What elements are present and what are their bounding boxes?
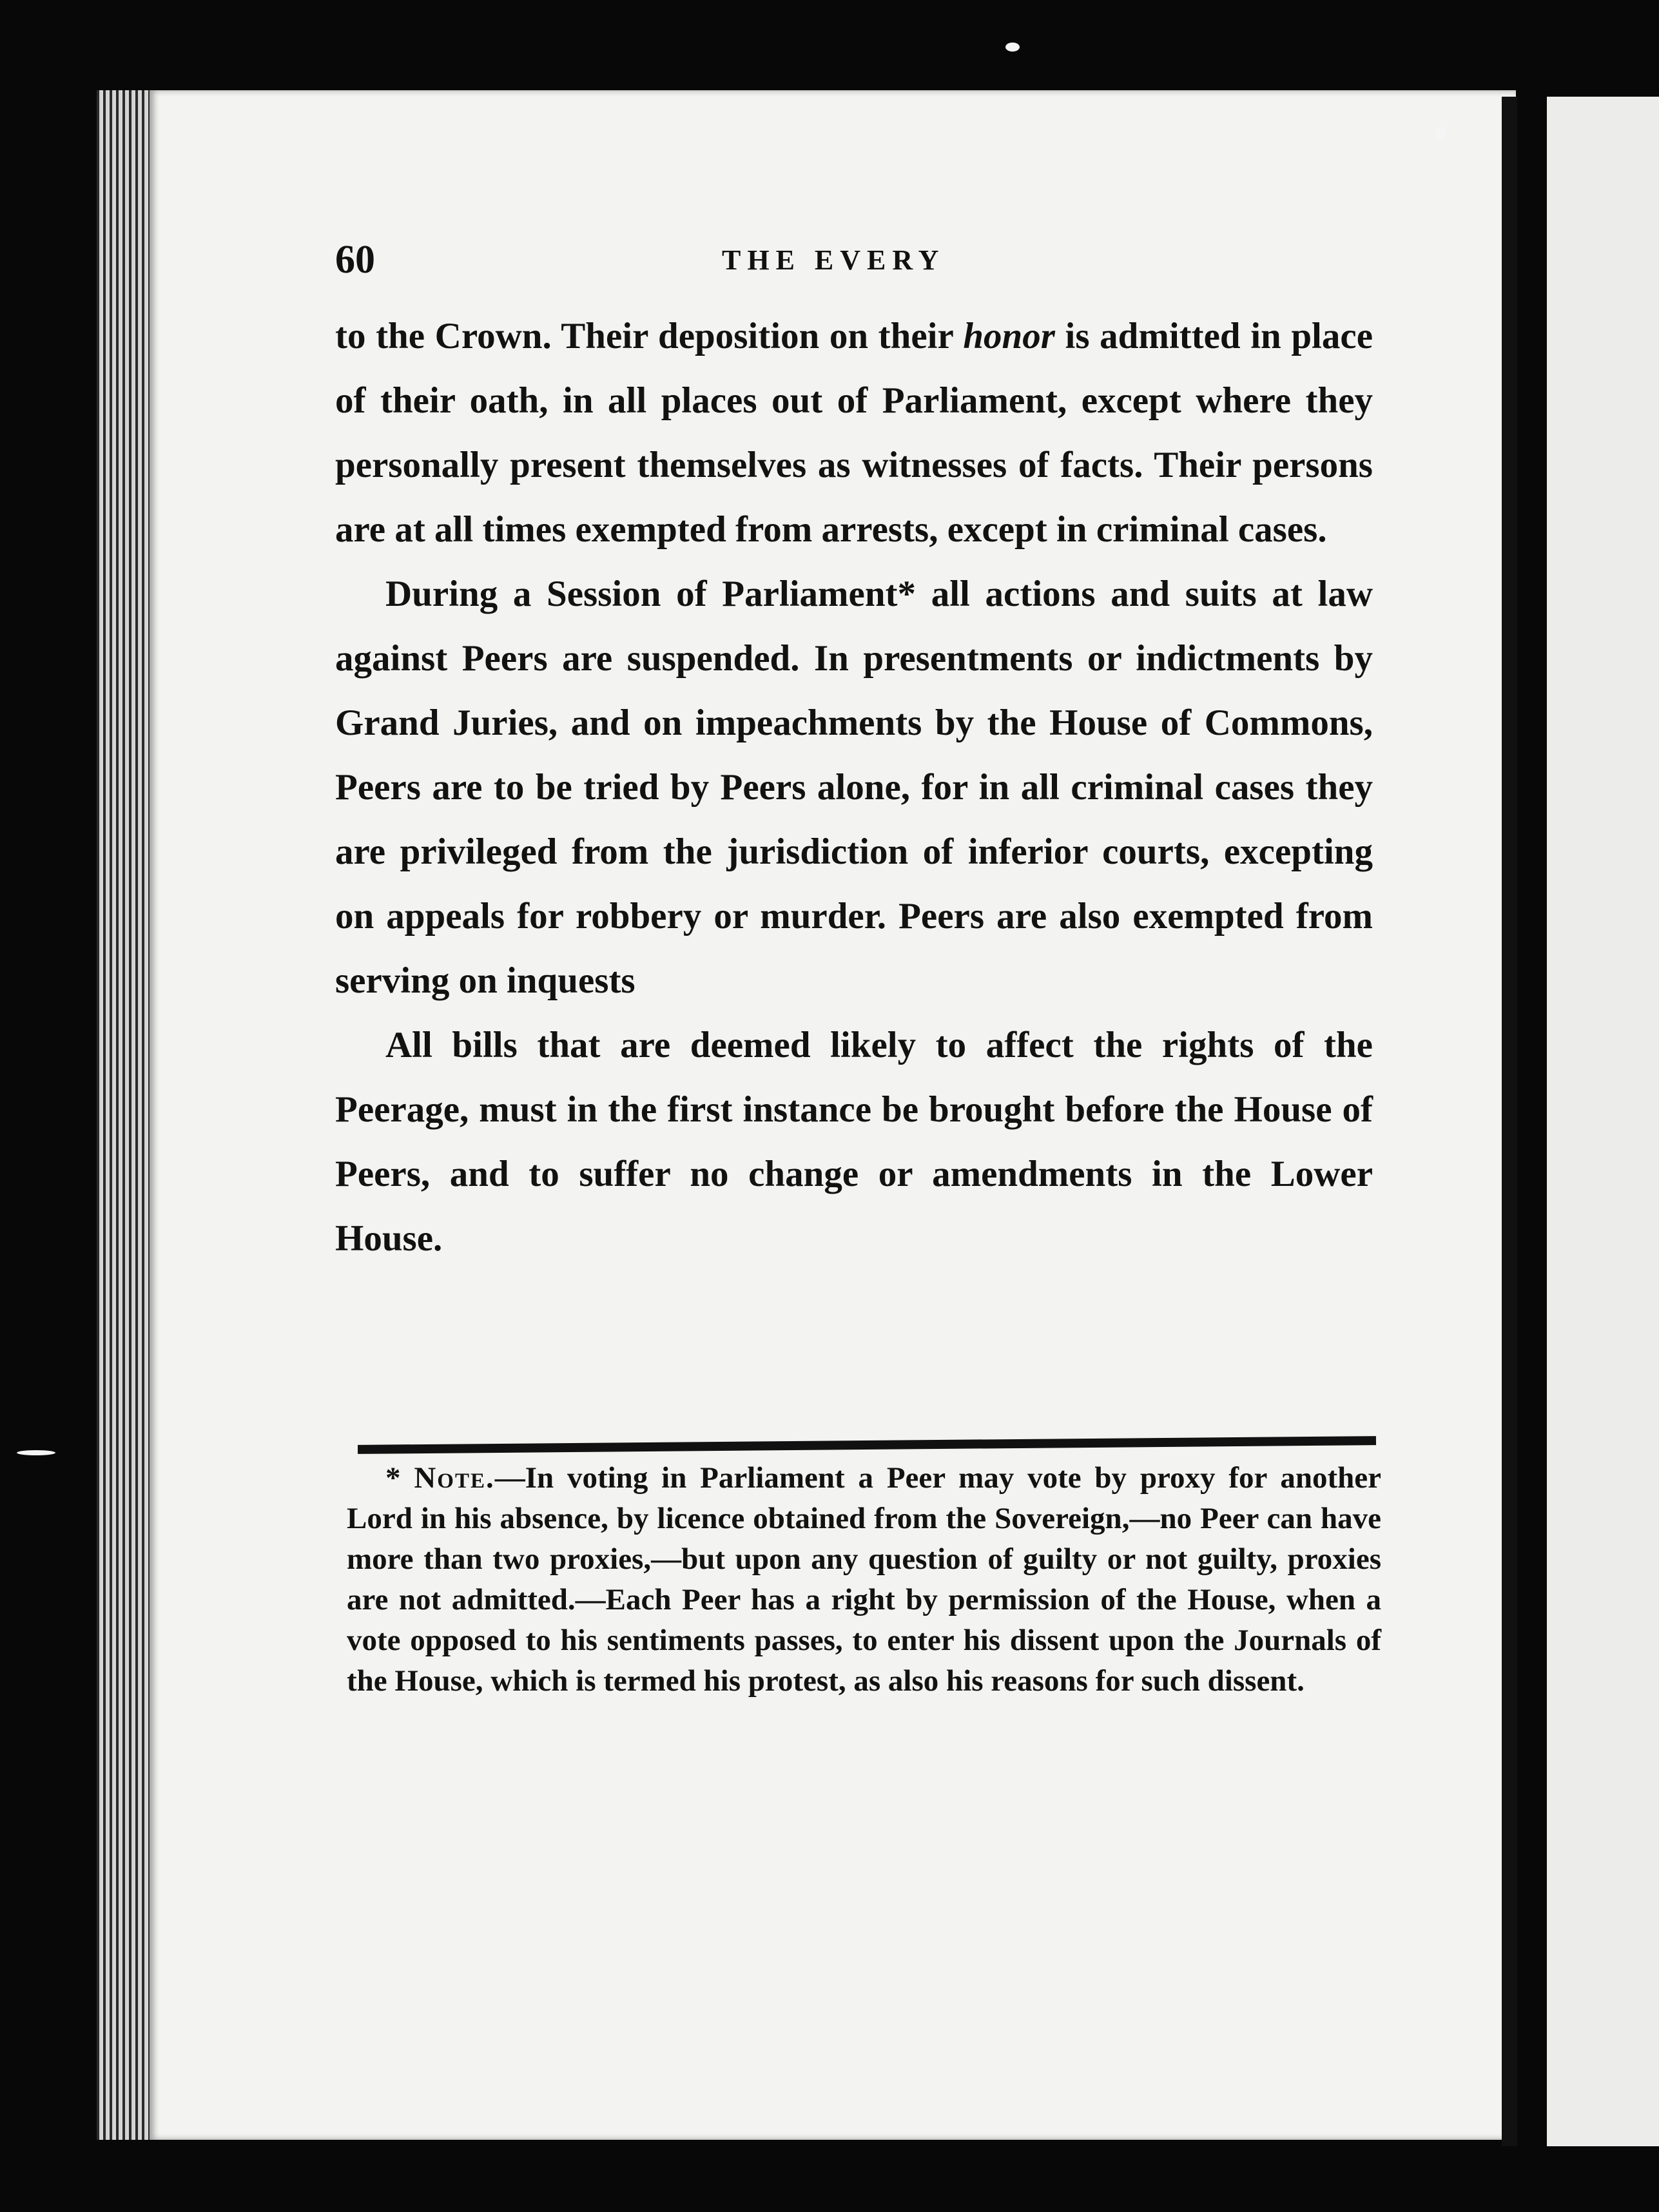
footnote — [347, 1458, 1381, 1702]
paragraph-1 — [335, 304, 1373, 562]
footnote-marker: * — [385, 1461, 414, 1495]
page-number: 60 — [335, 238, 375, 282]
running-head: THE EVERY — [722, 244, 946, 276]
paragraph-1-text-end: is admitted in place of their oath, in all places out of Parliament, except where they personally present themselves as witnesses of facts. Their persons are at all times exempted from arrests, except in criminal cases. — [335, 316, 1373, 550]
paragraph-1-text-start: to the Crown. Their deposition on their — [335, 316, 964, 356]
page-header — [335, 237, 1366, 295]
body-text — [335, 304, 1373, 1271]
footnote-text: —In voting in Parliament a Peer may vote by proxy for another Lord in his absence, by licence obtained from the Sovereign,—no Peer can have more than two proxies,—but upon any question of guilty or not guilty, proxies are not admitted.—Each Peer has a right by permission of the House, when a vote opposed to his sentiments passes, to enter his dissent upon the Journals of the House, which is termed his protest, as also his reasons for such dissent. — [347, 1461, 1381, 1698]
book-gutter — [1502, 97, 1517, 2146]
paragraph-1-italic-word: honor — [963, 316, 1055, 356]
footnote-label: Note. — [414, 1461, 495, 1495]
dust-speck — [1436, 126, 1446, 141]
paragraph-3: All bills that are deemed likely to affect the rights of the Peerage, must in the first instance be brought before the House of Peers, and to suffer no change or amendments in the Lower House. — [335, 1025, 1373, 1259]
facing-page-edge — [1547, 97, 1659, 2146]
dust-speck — [17, 1450, 55, 1455]
footnote-paragraph — [347, 1458, 1381, 1702]
dust-speck — [1005, 43, 1020, 52]
paragraph-2: During a Session of Parliament* all actions and suits at law against Peers are suspended. In presentments or indictments by Grand Juries, and on impeachments by the House of Commons, Peers are to be tried by Peers alone, for in all criminal cases they are privileged from the jurisdiction of inferior courts, excepting on appeals for robbery or murder. Peers are also exempted from serving on inquests — [335, 574, 1373, 1001]
